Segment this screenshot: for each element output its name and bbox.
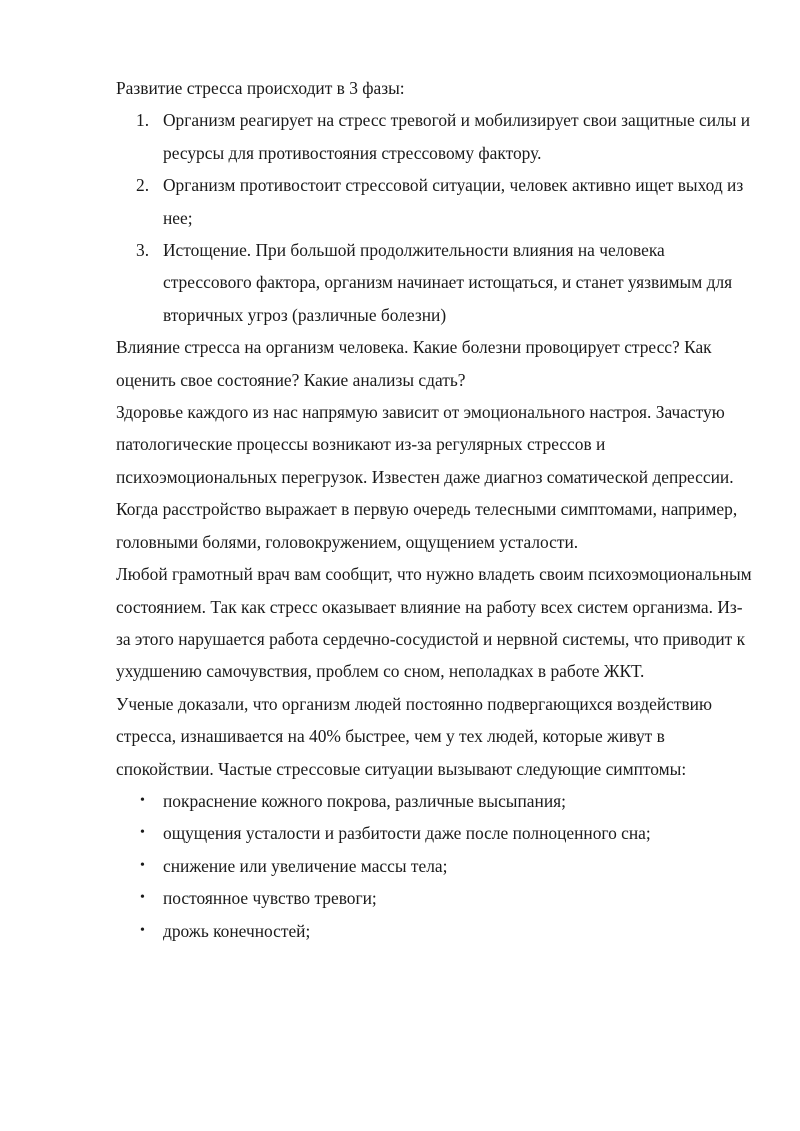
list-item-text: ощущения усталости и разбитости даже после полноценного сна; (163, 823, 651, 844)
bullet-icon: • (140, 890, 145, 906)
list-item-text: Истощение. При большой продолжительности влияния на человека стрессового фактора, организм начинает истощаться, и станет уязвимым для вторичных угроз (различные болезни) (163, 240, 733, 325)
list-item (116, 785, 756, 817)
list-item (116, 915, 756, 947)
bullet-icon: • (140, 857, 145, 873)
list-item-text: постоянное чувство тревоги; (163, 888, 377, 909)
list-item (116, 882, 756, 914)
list-item-text: покраснение кожного покрова, различные высыпания; (163, 790, 566, 811)
body-paragraph: Здоровье каждого из нас напрямую зависит от эмоционального настроя. Зачастую патологические процессы возникают из-за регулярных стрессов и психоэмоциональных перегрузок. Известен даже диагноз соматической депрессии. Когда расстройство выражает в первую очередь телесными симптомами, например, головными болями, головокружением, ощущением усталости. (116, 402, 738, 552)
list-number: 1. (136, 110, 150, 131)
bullet-icon: • (140, 922, 145, 938)
body-paragraph: Любой грамотный врач вам сообщит, что нужно владеть своим психоэмоциональным состоянием. Так как стресс оказывает влияние на работу всех систем организма. Из-за этого нарушается работа сердечно-сосудистой и нервной системы, что приводит к ухудшению самочувствия, проблем со сном, неполадках в работе ЖКТ. (116, 564, 752, 682)
bullet-icon: • (140, 825, 145, 841)
body-paragraph: Ученые доказали, что организм людей постоянно подвергающихся воздействию стресса, изнашивается на 40% быстрее, чем у тех людей, которые живут в спокойствии. Частые стрессовые ситуации вызывают следующие симптомы: (116, 693, 712, 779)
bullet-icon: • (140, 792, 145, 808)
list-item (116, 104, 756, 169)
document-page (116, 72, 756, 947)
list-item (116, 850, 756, 882)
list-number: 3. (136, 240, 150, 261)
list-item (116, 817, 756, 849)
intro-paragraph: Развитие стресса происходит в 3 фазы: (116, 78, 405, 98)
body-paragraph: Влияние стресса на организм человека. Какие болезни провоцирует стресс? Как оценить свое состояние? Какие анализы сдать? (116, 337, 712, 390)
list-item-text: дрожь конечностей; (163, 920, 311, 941)
list-item-text: снижение или увеличение массы тела; (163, 855, 448, 876)
list-number: 2. (136, 175, 150, 196)
list-item-text: Организм противостоит стрессовой ситуации, человек активно ищет выход из нее; (163, 175, 744, 228)
list-item-text: Организм реагирует на стресс тревогой и мобилизирует свои защитные силы и ресурсы для противостояния стрессовому фактору. (163, 110, 751, 163)
phases-list (116, 104, 756, 331)
symptoms-list (116, 785, 756, 947)
list-item (116, 169, 756, 234)
list-item (116, 234, 756, 331)
